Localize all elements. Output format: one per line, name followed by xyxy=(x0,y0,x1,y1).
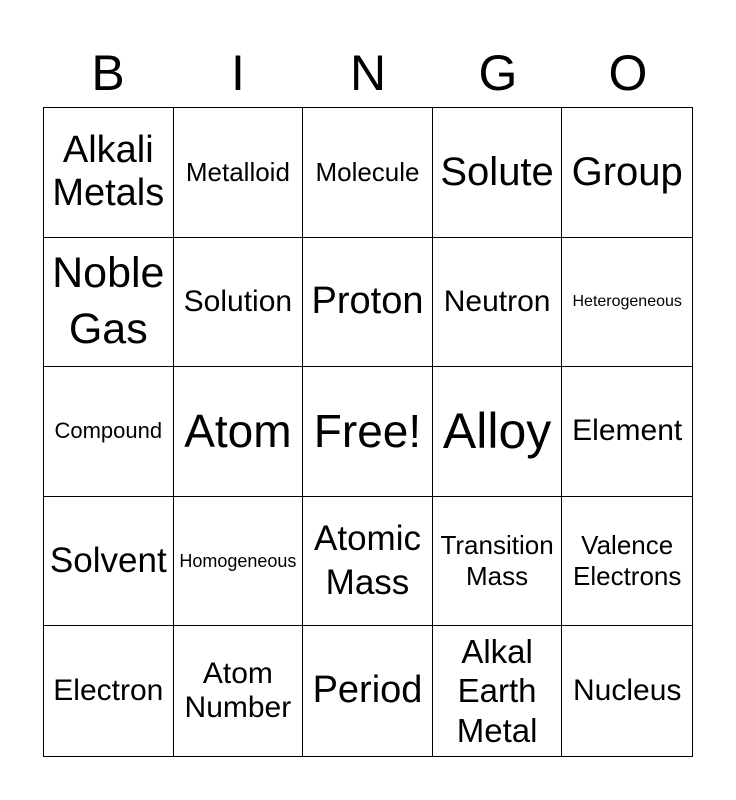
bingo-header xyxy=(43,40,693,106)
cell-label: Proton xyxy=(311,280,424,323)
bingo-cell[interactable] xyxy=(562,497,692,627)
cell-label: Noble Gas xyxy=(52,249,165,353)
cell-label: Atom xyxy=(184,405,292,458)
bingo-cell[interactable] xyxy=(44,497,174,627)
cell-label: Heterogeneous xyxy=(572,292,682,310)
bingo-cell[interactable] xyxy=(303,626,433,756)
bingo-cell[interactable] xyxy=(174,238,304,368)
bingo-board xyxy=(43,107,693,757)
bingo-cell[interactable] xyxy=(562,626,692,756)
cell-label: Solute xyxy=(440,149,554,194)
cell-label: Alkal Earth Metal xyxy=(456,632,538,749)
header-letter-n: N xyxy=(349,45,387,101)
cell-label: Atomic Mass xyxy=(314,519,421,603)
bingo-cell[interactable] xyxy=(433,367,563,497)
bingo-cell[interactable] xyxy=(44,626,174,756)
cell-label: Solvent xyxy=(49,541,167,581)
bingo-cell[interactable] xyxy=(303,367,433,497)
header-letter-i: I xyxy=(231,45,245,101)
bingo-cell[interactable] xyxy=(303,238,433,368)
bingo-cell[interactable] xyxy=(174,367,304,497)
bingo-cell[interactable] xyxy=(433,108,563,238)
cell-label: Group xyxy=(571,149,683,194)
cell-label: Neutron xyxy=(443,284,551,318)
bingo-cell[interactable] xyxy=(562,238,692,368)
cell-label: Metalloid xyxy=(185,156,290,187)
cell-label: Nucleus xyxy=(573,674,682,708)
bingo-cell[interactable] xyxy=(562,367,692,497)
bingo-cell[interactable] xyxy=(174,108,304,238)
header-letter-g: G xyxy=(478,45,518,101)
bingo-cell[interactable] xyxy=(174,626,304,756)
cell-label: Homogeneous xyxy=(179,550,297,571)
bingo-cell[interactable] xyxy=(433,497,563,627)
bingo-cell[interactable] xyxy=(44,367,174,497)
cell-label: Atom Number xyxy=(184,657,292,725)
cell-label: Period xyxy=(312,669,423,712)
bingo-cell[interactable] xyxy=(433,238,563,368)
cell-label: Transition Mass xyxy=(440,530,554,592)
bingo-cell[interactable] xyxy=(562,108,692,238)
bingo-cell[interactable] xyxy=(174,497,304,627)
bingo-cell[interactable] xyxy=(44,108,174,238)
cell-label: Valence Electrons xyxy=(573,530,682,592)
bingo-cell[interactable] xyxy=(303,108,433,238)
cell-label: Compound xyxy=(54,418,163,444)
cell-label: Element xyxy=(572,414,683,448)
cell-label: Electron xyxy=(53,674,164,708)
cell-label: Molecule xyxy=(315,156,420,187)
header-letter-o: O xyxy=(608,45,648,101)
bingo-cell[interactable] xyxy=(433,626,563,756)
cell-label: Free! xyxy=(313,405,422,458)
bingo-cell[interactable] xyxy=(44,238,174,368)
header-letter-b: B xyxy=(91,45,125,101)
cell-label: Alloy xyxy=(442,403,552,460)
bingo-cell[interactable] xyxy=(303,497,433,627)
cell-label: Solution xyxy=(183,284,293,318)
cell-label: Alkali Metals xyxy=(52,128,165,215)
